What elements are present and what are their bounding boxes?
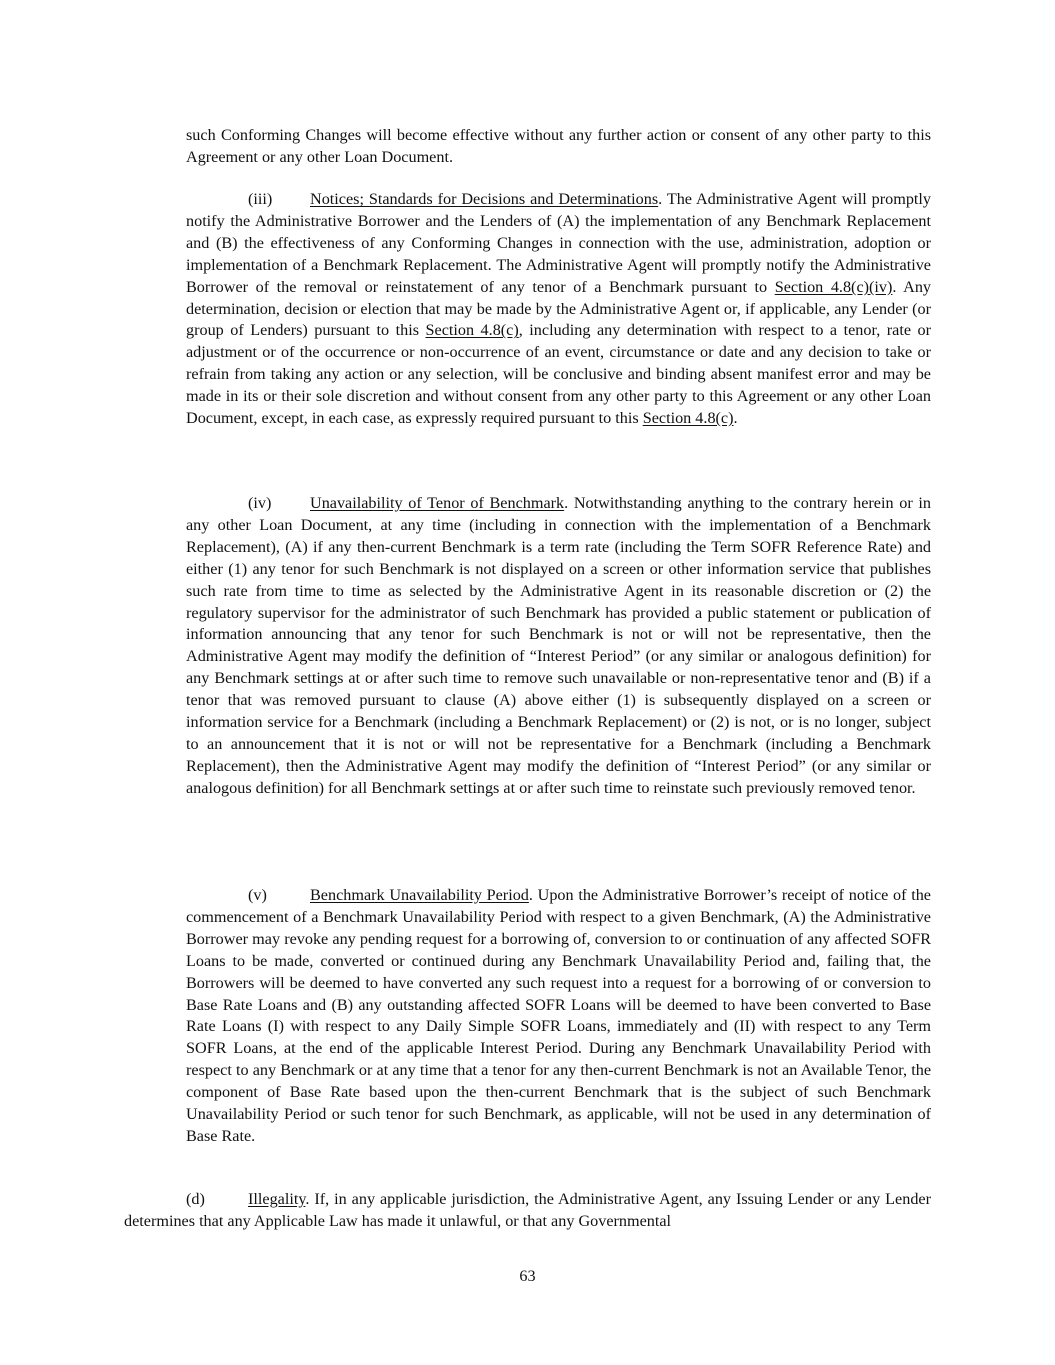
paragraph-v (186, 885, 931, 1148)
section-reference-link: Section 4.8(c) (425, 321, 519, 340)
paragraph-iii-text-1: . The Administrative Agent will promptly notify the Administrative Borrower and the Lenders of (A) the implementation of any Benchmark Replacement and (B) the effectiveness of any Conforming Changes in connection with the use, administration, adoption or implementation of a Benchmark Replacement. The Administrative Agent will promptly notify the Administrative Borrower of the removal or reinstatement of any tenor of a Benchmark pursuant to (186, 190, 931, 296)
page-number: 63 (519, 1267, 536, 1285)
paragraph-v-number: (v) (248, 886, 267, 904)
paragraph-iv (186, 493, 931, 800)
paragraph-d-heading: Illegality (248, 1190, 306, 1208)
paragraph-iv-number: (iv) (248, 494, 272, 512)
paragraph-iii (186, 189, 931, 430)
paragraph-iii-text-4: . (733, 409, 738, 428)
continuation-text: such Conforming Changes will become effective without any further action or consent of any other party to this Agreement or any other Loan Document. (186, 126, 931, 166)
paragraph-d-text: . If, in any applicable jurisdiction, the Administrative Agent, any Issuing Lender or any Lender determines that any Applicable Law has made it unlawful, or that any Governmental (124, 1190, 931, 1230)
paragraph-d-number: (d) (186, 1190, 205, 1208)
paragraph-iii-text-3: , including any determination with respect to a tenor, rate or adjustment or of the occurrence or non-occurrence of an event, circumstance or date and any decision to take or refrain from taking any action or any selection, will be conclusive and binding absent manifest error and may be made in its or their sole discretion and without consent from any other party to this Agreement or any other Loan Document, except, in each case, as expressly required pursuant to this (186, 321, 931, 428)
section-reference-link: Section 4.8(c) (642, 409, 734, 428)
paragraph-iv-text: . Notwithstanding anything to the contrary herein or in any other Loan Document, at any time (including in connection with the implementation of a Benchmark Replacement), (A) if any then-current Benchmark is a term rate (including the Term SOFR Reference Rate) and either (1) any tenor for such Benchmark is not displayed on a screen or other information service that publishes such rate from time to time as selected by the Administrative Agent in its reasonable discretion or (2) the regulatory supervisor for the administrator of such Benchmark has provided a public statement or publication of information announcing that any tenor for such Benchmark is not or will not be representative, then the Administrative Agent may modify the definition of “Interest Period” (or any similar or analogous definition) for any Benchmark settings at or after such time to remove such unavailable or non-representative tenor and (B) if a tenor that was removed pursuant to clause (A) above either (1) is subsequently displayed on a screen or information service for a Benchmark (including a Benchmark Replacement) or (2) is not, or is no longer, subject to an announcement that it is not or will not be representative for a Benchmark (including a Benchmark Replacement), then the Administrative Agent may modify the definition of “Interest Period” (or any similar or analogous definition) for all Benchmark settings at or after such time to reinstate such previously removed tenor. (186, 494, 931, 797)
paragraph-iii-number: (iii) (248, 190, 273, 208)
paragraph-v-text: . Upon the Administrative Borrower’s receipt of notice of the commencement of a Benchmark Unavailability Period with respect to a given Benchmark, (A) the Administrative Borrower may revoke any pending request for a borrowing of, conversion to or continuation of any affected SOFR Loans to be made, converted or continued during any Benchmark Unavailability Period and, failing that, the Borrowers will be deemed to have converted any such request into a request for a borrowing of or conversion to Base Rate Loans and (B) any outstanding affected SOFR Loans will be deemed to have been converted to Base Rate Loans (I) with respect to any Daily Simple SOFR Loans, immediately and (II) with respect to any Term SOFR Loans, at the end of the applicable Interest Period. During any Benchmark Unavailability Period with respect to any Benchmark or at any time that a tenor for any then-current Benchmark is not an Available Tenor, the component of Base Rate based upon the then-current Benchmark that is the subject of such Benchmark Unavailability Period or such tenor for such Benchmark, as applicable, will not be used in any determination of Base Rate. (186, 886, 931, 1145)
section-reference-link: Section 4.8(c)(iv) (774, 277, 893, 296)
continuation-paragraph (186, 125, 931, 169)
paragraph-iv-heading: Unavailability of Tenor of Benchmark (310, 494, 565, 512)
paragraph-d (124, 1189, 931, 1233)
paragraph-v-heading: Benchmark Unavailability Period (310, 886, 529, 904)
paragraph-iii-text-2: . Any determination, decision or election that may be made by the Administrative Agent or, if applicable, any Lender (or group of Lenders) pursuant to this (186, 277, 932, 340)
paragraph-iii-heading: Notices; Standards for Decisions and Determinations (310, 190, 659, 208)
